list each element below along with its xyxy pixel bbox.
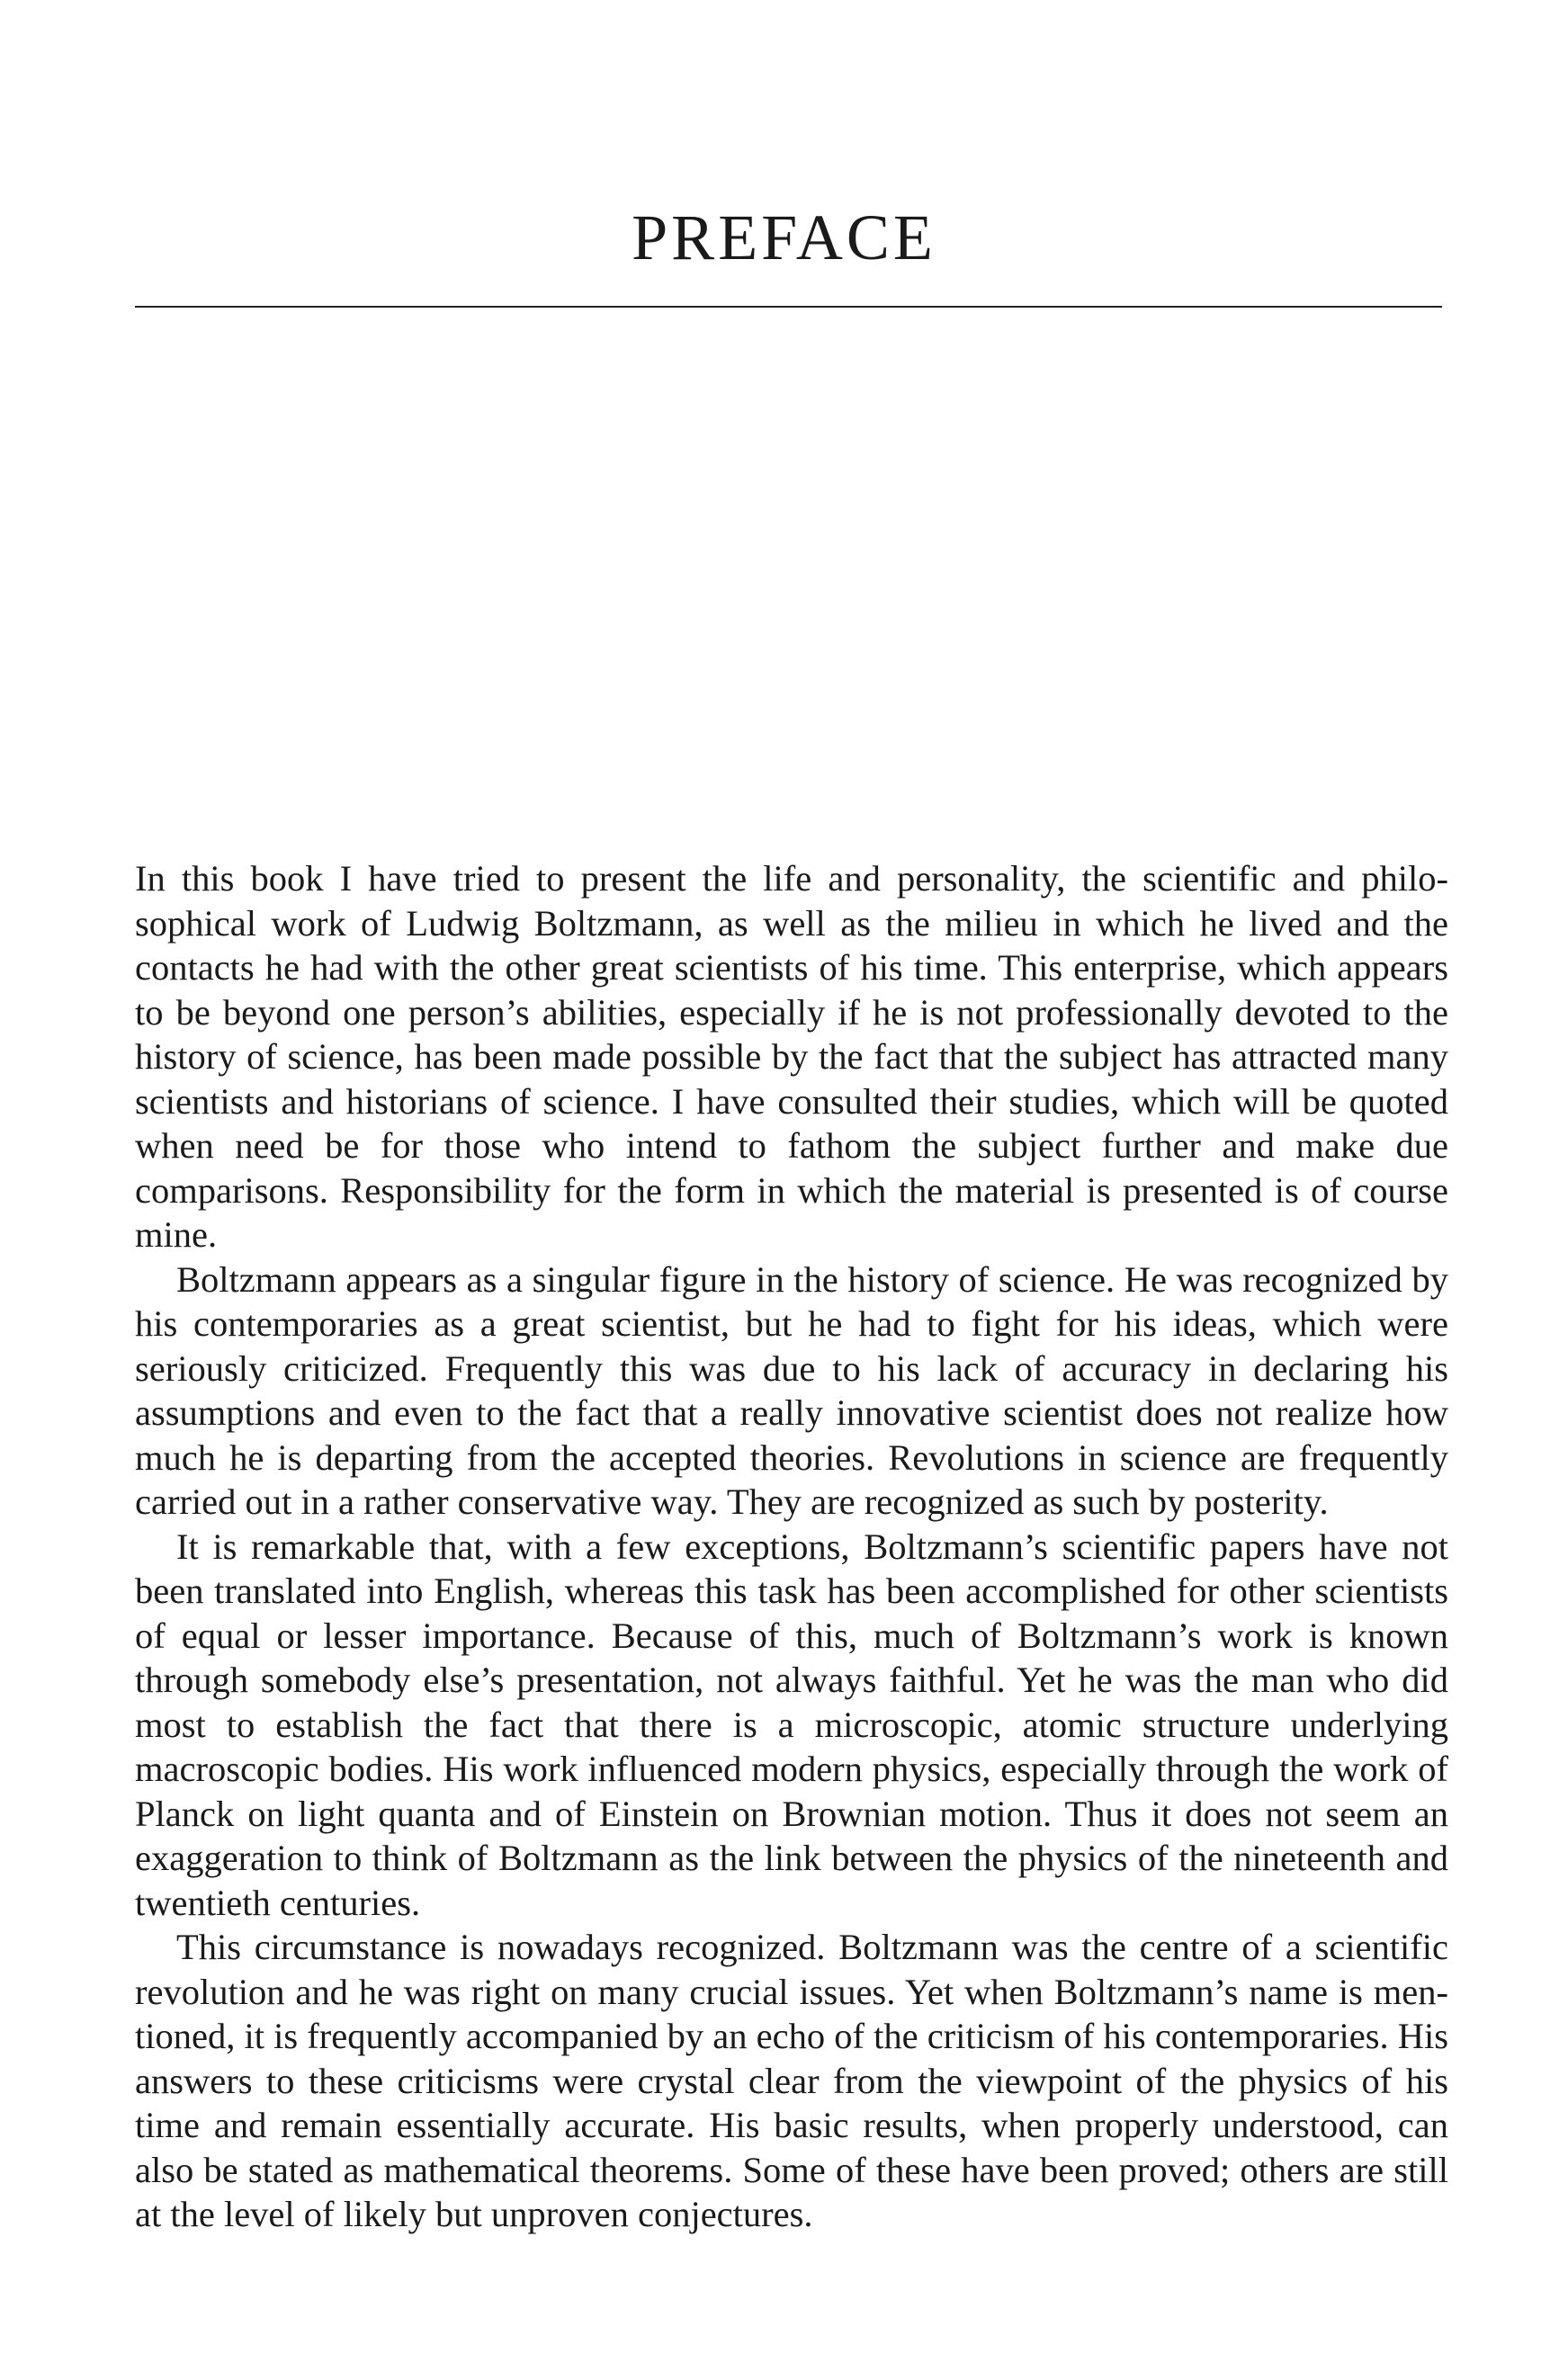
- paragraph: Boltzmann appears as a singular figure in the history of science. He was recognized by his contemporaries as a great scientist, but he had to fight for his ideas, which were seriously criticized. Frequently this was due to his lack of accuracy in declaring his assumptions and even to the fact that a really innovative scientist does not realize how much he is departing from the accepted theories. Revolutions in science are frequently carried out in a rather conservative way. They are recognized as such by posterity.: [135, 1258, 1448, 1522]
- page-title: PREFACE: [632, 201, 936, 273]
- title-divider: [135, 306, 1442, 308]
- paragraph: This circumstance is nowadays recognized. Boltzmann was the centre of a scientific revolution and he was right on many crucial issues. Yet when Boltzmann’s name is mentioned, it is frequently accompanied by an echo of the criticism of his contemporaries. His answers to these criticisms were crystal clear from the viewpoint of the physics of his time and remain essentially accurate. His basic results, when properly understood, can also be stated as mathematical theorems. Some of these have been proved; others are still at the level of likely but unproven conjectures.: [135, 1927, 1448, 2234]
- preface-body: [135, 856, 1448, 2237]
- paragraph: In this book I have tried to present the life and personality, the scientific and philosophical work of Ludwig Boltzmann, as well as the milieu in which he lived and the contacts he had with the other great scientists of his time. This enterprise, which appears to be beyond one person’s abilities, especially if he is not professionally devoted to the history of science, has been made possible by the fact that the subject has attracted many scientists and historians of science. I have consulted their studies, which will be quoted when need be for those who intend to fathom the subject further and make due comparisons. Responsibility for the form in which the material is presented is of course mine.: [135, 858, 1448, 1255]
- paragraph: It is remarkable that, with a few exceptions, Boltzmann’s scientific papers have not been translated into English, whereas this task has been accomplished for other scientists of equal or lesser importance. Because of this, much of Boltzmann’s work is known through somebody else’s presentation, not always faithful. Yet he was the man who did most to establish the fact that there is a microscopic, atomic structure underlying macroscopic bodies. His work influenced modern physics, especially through the work of Planck on light quanta and of Einstein on Brownian motion. Thus it does not seem an exaggeration to think of Boltzmann as the link between the physics of the nineteenth and twentieth centuries.: [135, 1526, 1448, 1923]
